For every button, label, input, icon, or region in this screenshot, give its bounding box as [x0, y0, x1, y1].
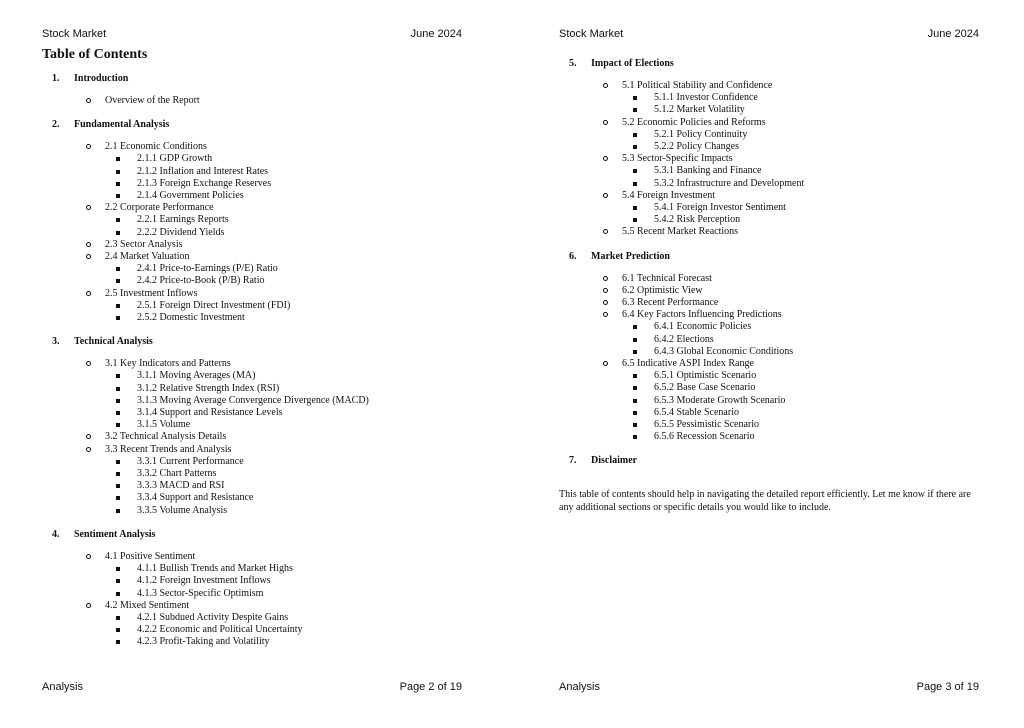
- subsection-item: [84, 358, 468, 431]
- square-bullet-icon: [633, 96, 637, 100]
- square-bullet-icon: [633, 350, 637, 354]
- subsubsection-label: 3.3.2 Chart Patterns: [137, 468, 217, 480]
- subsubsection-label: 2.1.3 Foreign Exchange Reserves: [137, 177, 272, 189]
- hollow-bullet-icon: [603, 361, 608, 366]
- square-bullet-icon: [633, 108, 637, 112]
- square-bullet-icon: [116, 616, 120, 620]
- hollow-bullet-icon: [603, 276, 608, 281]
- subsection-label: Overview of the Report: [105, 95, 200, 106]
- square-bullet-icon: [116, 592, 120, 596]
- subsection-item: [84, 251, 468, 288]
- header-left: Stock Market: [559, 28, 624, 40]
- subsection-item: [84, 431, 468, 443]
- toc-section: [559, 250, 985, 444]
- hollow-bullet-icon: [86, 291, 91, 296]
- section-title: Fundamental Analysis: [74, 119, 170, 131]
- subsubsection-item: [654, 141, 985, 153]
- subsection-list: [42, 95, 468, 107]
- square-bullet-icon: [116, 231, 120, 235]
- subsubsection-item: [654, 370, 985, 382]
- subsection-label: 2.5 Investment Inflows: [105, 287, 198, 299]
- subsubsection-item: [654, 178, 985, 190]
- subsubsection-item: [654, 165, 985, 177]
- subsubsection-label: 3.1.4 Support and Resistance Levels: [137, 407, 283, 419]
- hollow-bullet-icon: [86, 254, 91, 259]
- square-bullet-icon: [633, 133, 637, 137]
- square-bullet-icon: [633, 145, 637, 149]
- subsubsection-list: [105, 456, 468, 517]
- section-title: Impact of Elections: [591, 58, 674, 69]
- subsubsection-label: 6.4.2 Elections: [654, 333, 714, 345]
- subsubsection-label: 2.5.2 Domestic Investment: [137, 312, 245, 324]
- subsubsection-item: [137, 468, 468, 480]
- subsubsection-item: [654, 419, 985, 431]
- subsubsection-item: [137, 395, 468, 407]
- section-title: Introduction: [74, 73, 129, 84]
- subsubsection-item: [137, 300, 468, 312]
- subsubsection-list: [622, 92, 985, 116]
- hollow-bullet-icon: [86, 205, 91, 210]
- subsubsection-label: 5.2.2 Policy Changes: [654, 141, 739, 153]
- subsubsection-label: 6.4.1 Economic Policies: [654, 321, 752, 333]
- section-heading: [42, 335, 468, 349]
- subsection-item: [84, 551, 468, 600]
- subsubsection-label: 3.1.1 Moving Averages (MA): [137, 370, 256, 382]
- page-content: [42, 46, 468, 660]
- square-bullet-icon: [116, 496, 120, 500]
- subsubsection-label: 5.4.2 Risk Perception: [654, 214, 741, 226]
- subsubsection-label: 6.5.5 Pessimistic Scenario: [654, 419, 759, 431]
- square-bullet-icon: [633, 218, 637, 222]
- subsubsection-label: 2.1.4 Government Policies: [137, 190, 244, 202]
- subsubsection-label: 5.2.1 Policy Continuity: [654, 128, 748, 140]
- subsection-item: [601, 190, 985, 227]
- square-bullet-icon: [116, 218, 120, 222]
- subsubsection-item: [654, 214, 985, 226]
- subsubsection-label: 4.2.2 Economic and Political Uncertainty: [137, 624, 303, 636]
- subsection-item: [601, 153, 985, 190]
- square-bullet-icon: [116, 267, 120, 271]
- square-bullet-icon: [633, 338, 637, 342]
- square-bullet-icon: [116, 472, 120, 476]
- square-bullet-icon: [633, 386, 637, 390]
- subsubsection-label: 6.5.4 Stable Scenario: [654, 406, 739, 418]
- square-bullet-icon: [116, 399, 120, 403]
- subsubsection-list: [105, 300, 468, 324]
- section-title: Disclaimer: [591, 455, 638, 467]
- section-heading: [42, 72, 468, 86]
- subsubsection-label: 4.2.1 Subdued Activity Despite Gains: [137, 611, 289, 623]
- section-number: 4.: [52, 528, 60, 540]
- subsubsection-label: 2.1.1 GDP Growth: [137, 153, 213, 165]
- section-heading: [559, 250, 985, 264]
- subsubsection-item: [654, 202, 985, 214]
- hollow-bullet-icon: [603, 229, 608, 234]
- subsubsection-list: [105, 612, 468, 649]
- subsubsection-item: [137, 505, 468, 517]
- square-bullet-icon: [633, 435, 637, 439]
- hollow-bullet-icon: [603, 83, 608, 88]
- subsubsection-label: 4.1.2 Foreign Investment Inflows: [137, 575, 271, 587]
- subsubsection-item: [137, 612, 468, 624]
- subsection-item: [601, 80, 985, 117]
- hollow-bullet-icon: [86, 603, 91, 608]
- section-heading: [559, 454, 985, 468]
- subsubsection-list: [105, 563, 468, 600]
- subsubsection-item: [137, 419, 468, 431]
- subsection-item: [601, 273, 985, 285]
- hollow-bullet-icon: [603, 193, 608, 198]
- subsubsection-list: [105, 153, 468, 202]
- toc-sections: [559, 57, 985, 468]
- subsubsection-item: [654, 346, 985, 358]
- subsubsection-item: [137, 492, 468, 504]
- subsubsection-label: 5.1.1 Investor Confidence: [654, 92, 758, 104]
- header-left: Stock Market: [42, 28, 107, 40]
- section-number: 3.: [52, 336, 60, 348]
- subsection-label: 2.3 Sector Analysis: [105, 238, 183, 250]
- subsection-list: [42, 358, 468, 517]
- toc-section: [42, 72, 468, 107]
- subsubsection-label: 6.5.3 Moderate Growth Scenario: [654, 394, 786, 406]
- hollow-bullet-icon: [86, 447, 91, 452]
- hollow-bullet-icon: [603, 120, 608, 125]
- toc-section: [559, 57, 985, 239]
- subsubsection-item: [137, 227, 468, 239]
- toc-section: [559, 454, 985, 468]
- subsection-item: [601, 117, 985, 154]
- header-right: June 2024: [410, 28, 462, 40]
- subsection-item: [84, 239, 468, 251]
- footer-left: Analysis: [559, 681, 600, 693]
- subsubsection-list: [622, 370, 985, 443]
- subsubsection-label: 3.3.4 Support and Resistance: [137, 492, 254, 504]
- subsection-label: 2.4 Market Valuation: [105, 251, 190, 263]
- section-heading: [559, 57, 985, 71]
- subsubsection-item: [654, 431, 985, 443]
- subsection-label: 5.1 Political Stability and Confidence: [622, 80, 773, 91]
- toc-sections: [42, 72, 468, 649]
- subsubsection-item: [137, 214, 468, 226]
- subsubsection-list: [105, 263, 468, 287]
- section-number: 7.: [569, 455, 577, 467]
- square-bullet-icon: [633, 325, 637, 329]
- section-heading: [42, 118, 468, 132]
- subsubsection-item: [654, 92, 985, 104]
- subsubsection-label: 3.1.3 Moving Average Convergence Divergence (MACD): [137, 394, 369, 406]
- subsubsection-label: 2.4.2 Price-to-Book (P/B) Ratio: [137, 275, 265, 287]
- subsection-label: 3.2 Technical Analysis Details: [105, 431, 227, 443]
- subsubsection-label: 2.4.1 Price-to-Earnings (P/E) Ratio: [137, 263, 278, 275]
- square-bullet-icon: [116, 279, 120, 283]
- subsubsection-label: 3.3.3 MACD and RSI: [137, 480, 225, 492]
- subsubsection-label: 3.3.5 Volume Analysis: [137, 504, 228, 516]
- closing-paragraph: This table of contents should help in navigating the detailed report efficiently. Let me know if there are any additional sections or specific details you would like to include.: [559, 489, 971, 514]
- hollow-bullet-icon: [86, 361, 91, 366]
- square-bullet-icon: [633, 423, 637, 427]
- square-bullet-icon: [116, 509, 120, 513]
- footer-page-number: Page 2 of 19: [399, 681, 462, 693]
- section-heading: [42, 528, 468, 542]
- hollow-bullet-icon: [86, 554, 91, 559]
- subsubsection-label: 6.5.6 Recession Scenario: [654, 431, 755, 443]
- subsection-label: 5.5 Recent Market Reactions: [622, 226, 739, 238]
- hollow-bullet-icon: [86, 98, 91, 103]
- square-bullet-icon: [116, 387, 120, 391]
- subsubsection-label: 3.1.2 Relative Strength Index (RSI): [137, 382, 280, 394]
- footer-page-number: Page 3 of 19: [916, 681, 979, 693]
- square-bullet-icon: [633, 169, 637, 173]
- square-bullet-icon: [116, 157, 120, 161]
- subsubsection-item: [654, 395, 985, 407]
- subsubsection-label: 2.5.1 Foreign Direct Investment (FDI): [137, 299, 291, 311]
- subsection-item: [601, 226, 985, 238]
- subsubsection-item: [654, 129, 985, 141]
- square-bullet-icon: [116, 640, 120, 644]
- subsubsection-item: [654, 321, 985, 333]
- page-content: [559, 57, 985, 524]
- subsubsection-list: [622, 165, 985, 189]
- subsubsection-item: [654, 382, 985, 394]
- hollow-bullet-icon: [86, 242, 91, 247]
- hollow-bullet-icon: [603, 288, 608, 293]
- hollow-bullet-icon: [86, 144, 91, 149]
- subsection-item: [84, 444, 468, 517]
- square-bullet-icon: [116, 182, 120, 186]
- hollow-bullet-icon: [86, 434, 91, 439]
- subsection-item: [84, 600, 468, 649]
- subsubsection-label: 2.2.1 Earnings Reports: [137, 214, 229, 226]
- subsection-list: [559, 80, 985, 239]
- square-bullet-icon: [116, 423, 120, 427]
- square-bullet-icon: [116, 194, 120, 198]
- subsubsection-item: [137, 178, 468, 190]
- toc-section: [42, 528, 468, 649]
- subsection-label: 4.1 Positive Sentiment: [105, 550, 196, 562]
- square-bullet-icon: [633, 182, 637, 186]
- subsection-list: [42, 551, 468, 649]
- subsubsection-label: 2.2.2 Dividend Yields: [137, 226, 225, 238]
- square-bullet-icon: [116, 579, 120, 583]
- subsection-list: [42, 141, 468, 324]
- subsubsection-label: 3.1.5 Volume: [137, 419, 191, 431]
- toc-section: [42, 335, 468, 517]
- subsubsection-list: [622, 321, 985, 358]
- subsection-item: [601, 309, 985, 358]
- hollow-bullet-icon: [603, 300, 608, 305]
- subsubsection-label: 6.4.3 Global Economic Conditions: [654, 345, 794, 357]
- subsection-label: 6.5 Indicative ASPI Index Range: [622, 358, 754, 370]
- subsection-label: 2.1 Economic Conditions: [105, 141, 207, 153]
- square-bullet-icon: [116, 484, 120, 488]
- subsubsection-label: 6.5.1 Optimistic Scenario: [654, 370, 757, 382]
- subsubsection-label: 5.1.2 Market Volatility: [654, 104, 745, 116]
- subsubsection-label: 4.1.1 Bullish Trends and Market Highs: [137, 563, 293, 575]
- subsection-item: [601, 358, 985, 443]
- subsection-item: [84, 95, 468, 107]
- subsection-item: [84, 288, 468, 325]
- square-bullet-icon: [633, 411, 637, 415]
- section-number: 6.: [569, 250, 577, 262]
- subsubsection-item: [137, 575, 468, 587]
- subsubsection-label: 5.4.1 Foreign Investor Sentiment: [654, 202, 786, 214]
- page-3: [517, 0, 1024, 728]
- section-number: 5.: [569, 58, 577, 69]
- subsubsection-list: [105, 214, 468, 238]
- subsection-item: [84, 202, 468, 239]
- square-bullet-icon: [116, 170, 120, 174]
- subsection-label: 3.3 Recent Trends and Analysis: [105, 443, 232, 455]
- subsection-label: 6.2 Optimistic View: [622, 284, 703, 296]
- section-title: Technical Analysis: [74, 336, 153, 348]
- subsection-item: [84, 141, 468, 202]
- subsubsection-item: [137, 456, 468, 468]
- subsubsection-item: [137, 588, 468, 600]
- hollow-bullet-icon: [603, 312, 608, 317]
- subsubsection-item: [137, 407, 468, 419]
- subsection-item: [601, 297, 985, 309]
- subsubsection-item: [137, 153, 468, 165]
- square-bullet-icon: [116, 304, 120, 308]
- subsubsection-list: [105, 370, 468, 431]
- hollow-bullet-icon: [603, 156, 608, 161]
- subsubsection-item: [137, 383, 468, 395]
- square-bullet-icon: [633, 206, 637, 210]
- section-title: Sentiment Analysis: [74, 528, 156, 540]
- section-number: 1.: [52, 73, 60, 84]
- subsubsection-label: 6.5.2 Base Case Scenario: [654, 382, 756, 394]
- subsubsection-item: [137, 480, 468, 492]
- square-bullet-icon: [116, 411, 120, 415]
- subsection-label: 6.1 Technical Forecast: [622, 272, 712, 284]
- square-bullet-icon: [116, 567, 120, 571]
- square-bullet-icon: [633, 399, 637, 403]
- subsection-label: 5.3 Sector-Specific Impacts: [622, 153, 733, 165]
- header-right: June 2024: [927, 28, 979, 40]
- toc-title: Table of Contents: [42, 47, 148, 62]
- subsubsection-item: [654, 104, 985, 116]
- subsubsection-item: [137, 636, 468, 648]
- subsubsection-label: 4.2.3 Profit-Taking and Volatility: [137, 636, 270, 648]
- subsubsection-item: [137, 312, 468, 324]
- subsection-label: 6.3 Recent Performance: [622, 297, 719, 309]
- section-title: Market Prediction: [591, 250, 670, 262]
- subsection-list: [559, 273, 985, 444]
- square-bullet-icon: [116, 628, 120, 632]
- subsection-label: 3.1 Key Indicators and Patterns: [105, 358, 231, 370]
- subsubsection-item: [137, 166, 468, 178]
- subsubsection-item: [137, 190, 468, 202]
- subsection-label: 5.2 Economic Policies and Reforms: [622, 116, 766, 128]
- square-bullet-icon: [116, 460, 120, 464]
- subsubsection-item: [137, 263, 468, 275]
- subsection-item: [601, 285, 985, 297]
- square-bullet-icon: [633, 374, 637, 378]
- subsubsection-item: [654, 334, 985, 346]
- subsubsection-item: [654, 407, 985, 419]
- subsubsection-item: [137, 624, 468, 636]
- subsection-label: 4.2 Mixed Sentiment: [105, 599, 190, 611]
- subsection-label: 6.4 Key Factors Influencing Predictions: [622, 309, 782, 321]
- subsection-label: 5.4 Foreign Investment: [622, 189, 716, 201]
- square-bullet-icon: [116, 374, 120, 378]
- subsubsection-item: [137, 370, 468, 382]
- subsubsection-label: 5.3.2 Infrastructure and Development: [654, 177, 805, 189]
- section-number: 2.: [52, 119, 60, 131]
- subsubsection-label: 4.1.3 Sector-Specific Optimism: [137, 587, 264, 599]
- subsubsection-label: 5.3.1 Banking and Finance: [654, 165, 762, 177]
- subsubsection-item: [137, 275, 468, 287]
- subsubsection-item: [137, 563, 468, 575]
- toc-section: [42, 118, 468, 324]
- subsubsection-list: [622, 129, 985, 153]
- square-bullet-icon: [116, 316, 120, 320]
- footer-left: Analysis: [42, 681, 83, 693]
- subsubsection-list: [622, 202, 985, 226]
- subsubsection-label: 3.3.1 Current Performance: [137, 455, 244, 467]
- subsubsection-label: 2.1.2 Inflation and Interest Rates: [137, 165, 269, 177]
- subsection-label: 2.2 Corporate Performance: [105, 202, 214, 214]
